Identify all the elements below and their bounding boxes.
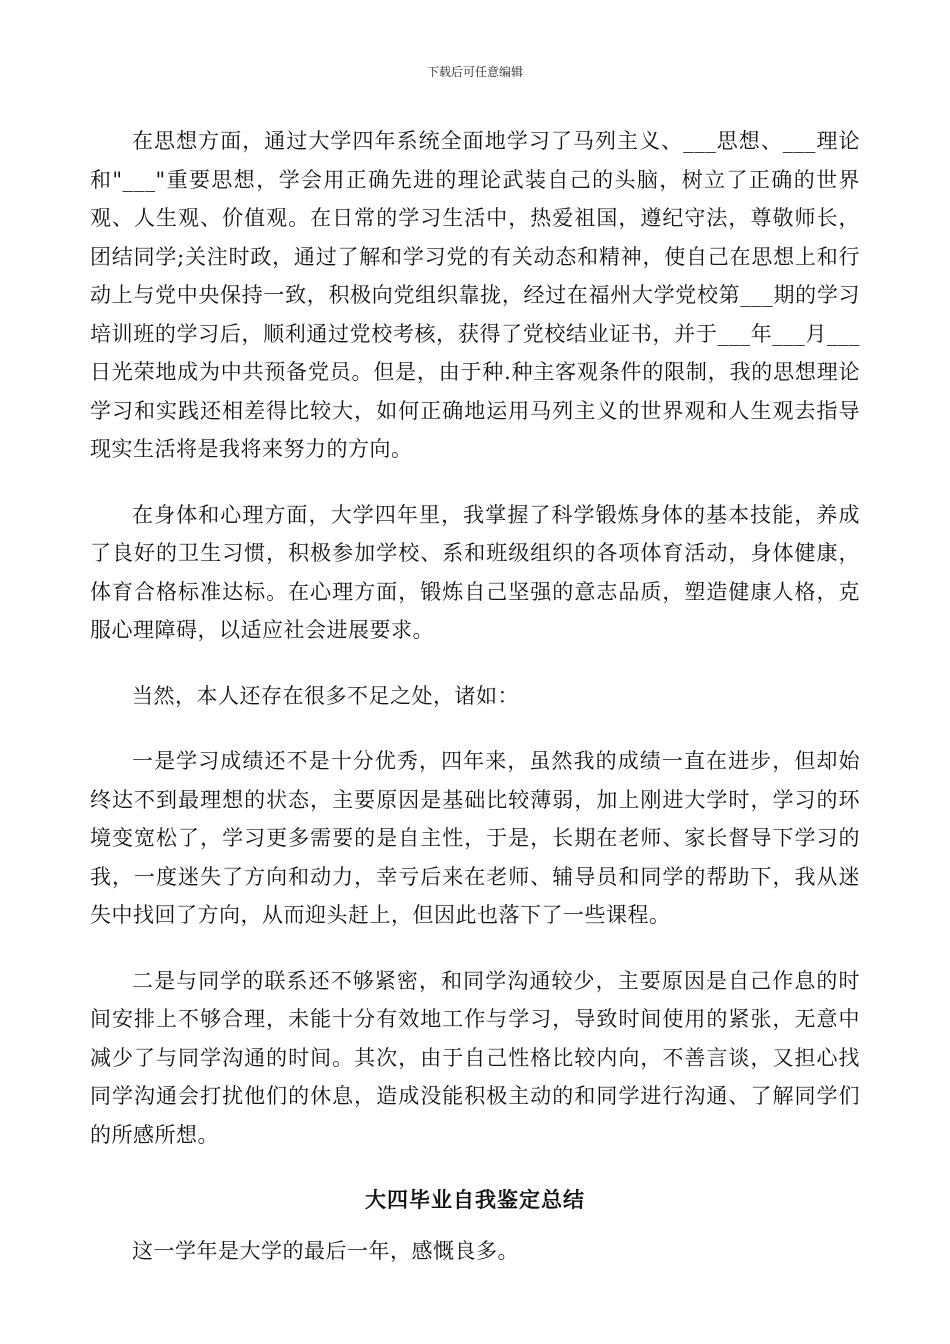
- paragraph-shortcoming-study: 一是学习成绩还不是十分优秀，四年来，虽然我的成绩一直在进步，但却始终达不到最理想的状态，主要原因是基础比较薄弱，加上刚进大学时，学习的环境变宽松了，学习更多需要的是自主性，于是，长期在老师、家长督导下学习的我，一度迷失了方向和动力，幸亏后来在老师、辅导员和同学的帮助下，我从迷失中找回了方向，从而迎头赶上，但因此也落下了一些课程。: [90, 749, 860, 927]
- paragraph-health: 在身体和心理方面，大学四年里，我掌握了科学锻炼身体的基本技能，养成了良好的卫生习惯，积极参加学校、系和班级组织的各项体育活动，身体健康，体育合格标准达标。在心理方面，锻炼自己坚强的意志品质，塑造健康人格，克服心理障碍，以适应社会进展要求。: [90, 502, 860, 642]
- paragraph-ideology: 在思想方面，通过大学四年系统全面地学习了马列主义、___思想、___理论和"___"重要思想，学会用正确先进的理论武装自己的头脑，树立了正确的世界观、人生观、价值观。在日常的学习生活中，热爱祖国，遵纪守法，尊敬师长，团结同学;关注时政，通过了解和学习党的有关动态和精神，使自己在思想上和行动上与党中央保持一致，积极向党组织靠拢，经过在福州大学党校第___期的学习培训班的学习后，顺利通过党校考核，获得了党校结业证书，并于___年___月___日光荣地成为中共预备党员。但是，由于种.种主客观条件的限制，我的思想理论学习和实践还相差得比较大，如何正确地运用马列主义的世界观和人生观去指导现实生活将是我将来努力的方向。: [90, 129, 860, 461]
- paragraph-shortcoming-communication: 二是与同学的联系还不够紧密，和同学沟通较少，主要原因是自己作息的时间安排上不够合理，未能十分有效地工作与学习，导致时间使用的紧张，无意中减少了与同学沟通的时间。其次，由于自己性格比较内向，不善言谈，又担心找同学沟通会打扰他们的休息，造成没能积极主动的和同学进行沟通、了解同学们的所感所想。: [90, 968, 860, 1147]
- paragraph-shortcomings-intro: 当然，本人还存在很多不足之处，诸如：: [132, 683, 519, 708]
- document-body: [90, 122, 860, 1270]
- page-header: 下载后可任意编辑: [426, 65, 523, 79]
- paragraph-final-year: 这一学年是大学的最后一年，感慨良多。: [132, 1238, 519, 1263]
- section-title: 大四毕业自我鉴定总结: [365, 1187, 585, 1212]
